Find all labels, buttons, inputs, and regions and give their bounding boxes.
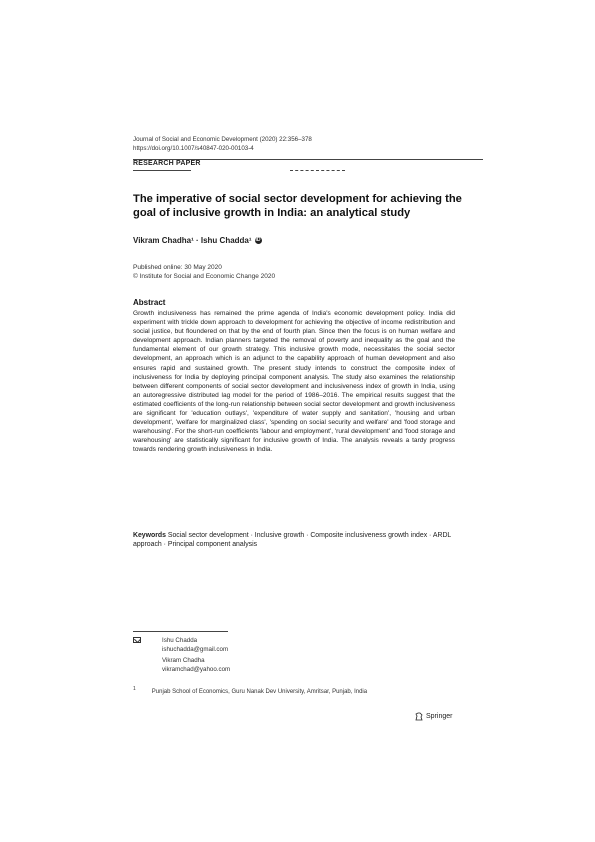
publisher-name: Springer — [426, 713, 453, 720]
publisher-mark — [415, 712, 452, 721]
keywords-text: Social sector development · Inclusive growth · Composite inclusiveness growth index · ARDL approach · Principal component analysis — [133, 532, 452, 549]
author-line — [133, 236, 262, 245]
second-author-email[interactable]: vikramchad@yahoo.com — [162, 665, 231, 673]
abstract-text: Growth inclusiveness has remained the prime agenda of India's economic development policy. India did experiment with trickle down approach to development for achieving the objective of income redistribution and social justice, but floundered on that by the end of fourth plan. Since then the focus is on human welfare and development approach. Indian planners targeted the removal of poverty and inequality as the goal and the fundamental element of our growth strategy. This inclusive growth mode, necessitates the social sector development, an approach which is an adjunct to the capability approach of human development and also ensures rapid and sustained growth. The present study intends to construct the composite index of inclusiveness for India by deploying principal component analysis. The study also examines the relationship between different components of social sector development and inclusiveness index of growth in India, using an autoregressive distributed lag model for the period of 1986–2016. The empirical results suggest that the estimated coefficients of the long-run relationship between social sector development and growth inclusiveness are significant for 'education outlays', 'expenditure of water supply and sanitation', 'housing and urban development', 'welfare for marginalized class', 'spending on social security and welfare' and 'food storage and warehousing'. For the short-run coefficients 'labour and employment', 'rural development' and 'food storage and warehousing' are statistically significant for inclusive growth of India. The analysis reveals a tardy progress towards rendering growth inclusiveness in India. — [133, 310, 455, 454]
orcid-icon[interactable]: iD — [255, 237, 261, 243]
second-author-name: Vikram Chadha — [162, 657, 205, 664]
corresponding-author-email[interactable]: ishuchadda@gmail.com — [162, 645, 229, 653]
authors: Vikram Chadha¹ · Ishu Chadda¹ — [133, 236, 252, 245]
doi-link[interactable]: https://doi.org/10.1007/s40847-020-00103-4 — [133, 145, 254, 152]
springer-horse-icon — [415, 712, 423, 721]
envelope-icon — [133, 637, 141, 643]
publication-info — [133, 263, 275, 281]
correspondence-block — [133, 637, 230, 674]
copyright: © Institute for Social and Economic Change 2020 — [133, 273, 276, 280]
published-date: Published online: 30 May 2020 — [133, 264, 222, 271]
header-dash-rule — [290, 170, 345, 171]
article-title: The imperative of social sector development for achieving the goal of inclusive growth in India: an analytical study — [133, 193, 462, 219]
affiliation-text: Punjab School of Economics, Guru Nanak Dev University, Amritsar, Punjab, India — [151, 689, 368, 695]
abstract-heading: Abstract — [133, 298, 166, 307]
corresponding-author-name: Ishu Chadda — [162, 637, 198, 644]
keywords-label: Keywords — [133, 532, 166, 539]
affiliation — [133, 686, 367, 695]
footnote-rule — [133, 631, 228, 632]
affiliation-marker: 1 — [133, 686, 136, 692]
keywords-block — [133, 531, 455, 550]
section-underline — [133, 170, 191, 171]
section-label: RESEARCH PAPER — [133, 160, 201, 167]
journal-citation: Journal of Social and Economic Development (2020) 22:356–378 — [133, 136, 312, 143]
